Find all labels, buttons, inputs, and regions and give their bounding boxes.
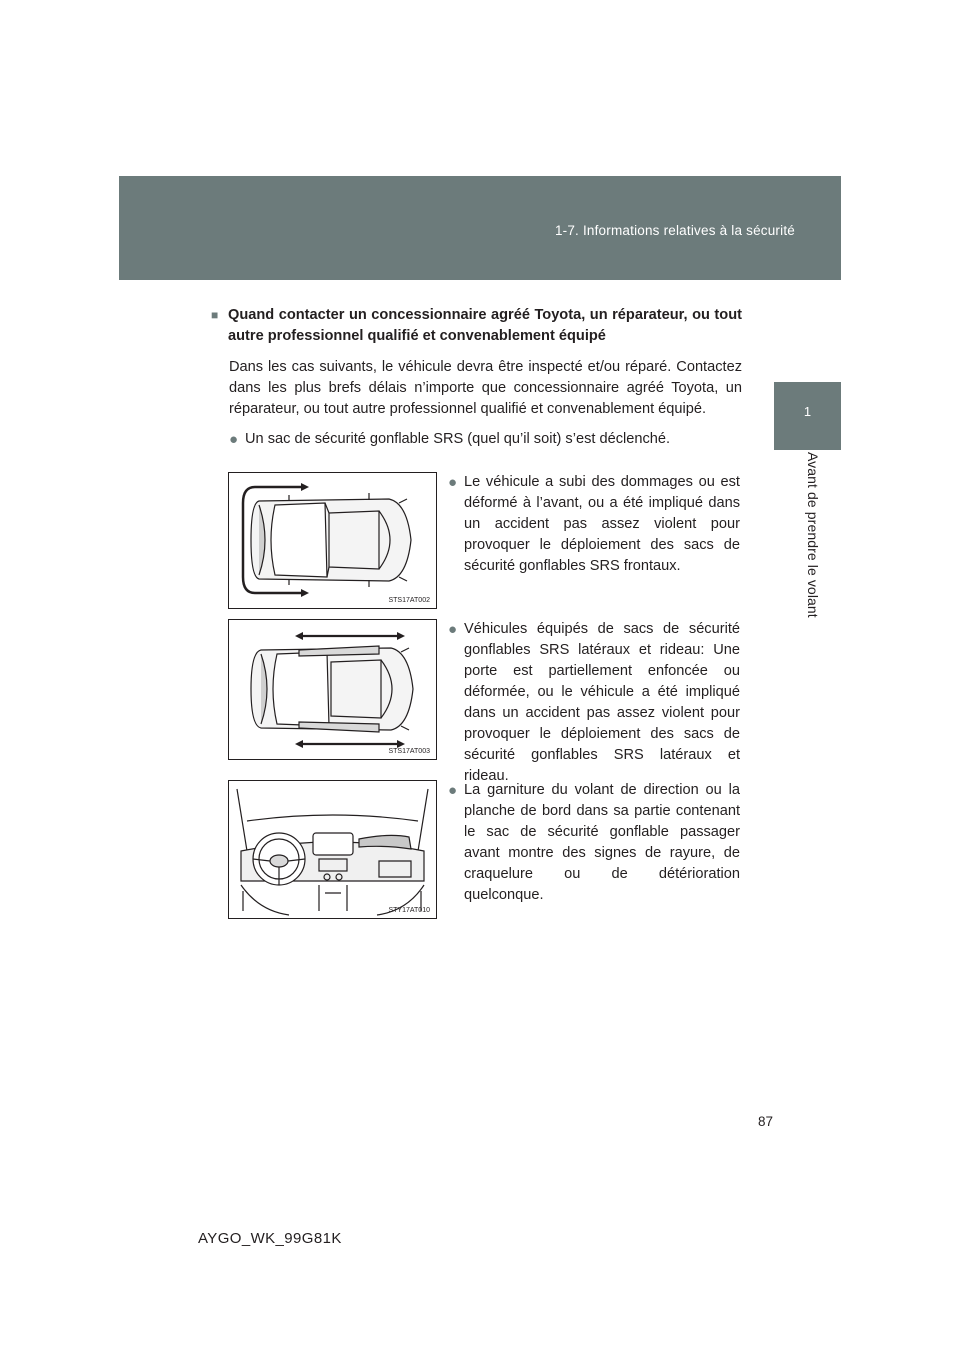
circle-bullet-icon: ● (448, 782, 458, 799)
square-bullet-icon: ■ (211, 308, 219, 322)
header-band (119, 176, 841, 280)
list-item (448, 780, 740, 906)
list-item-text: La garniture du volant de direction ou la planche de bord dans sa partie contenant le sac de sécurité gonflable passager avant montre des signes de rayure, de craquelure ou de détérioration quelconque. (464, 782, 740, 903)
circle-bullet-icon: ● (448, 474, 458, 491)
figure-code: STS17AT002 (388, 597, 430, 604)
section-heading-text: Quand contacter un concessionnaire agréé Toyota, un réparateur, ou tout autre professionnel qualifié et convenablement équipé (228, 307, 742, 344)
car-top-view-side-illustration (229, 620, 436, 759)
circle-bullet-icon: ● (448, 621, 458, 638)
chapter-tab (774, 382, 841, 450)
section-heading (211, 305, 742, 347)
intro-paragraph: Dans les cas suivants, le véhicule devra être inspecté et/ou réparé. Contactez dans les plus brefs délais n’importe que concessionnaire agréé Toyota, un réparateur, ou tout autre professionnel qualifié et convenablement équipé. (229, 359, 742, 417)
chapter-label: Avant de prendre le volant (805, 452, 821, 618)
front-damage-figure (228, 472, 437, 609)
dashboard-illustration (229, 781, 436, 918)
side-damage-figure (228, 619, 437, 760)
figure-code: STY17AT010 (388, 907, 430, 914)
page-number: 87 (758, 1114, 774, 1129)
dashboard-figure (228, 780, 437, 919)
list-item (448, 472, 740, 577)
figure-code: STS17AT003 (388, 748, 430, 755)
list-item-text: Véhicules équipés de sacs de sécurité gonflables SRS latéraux et rideau: Une porte est partiellement enfoncée ou déformée, ou le véhicule a été impliqué dans un accident pas assez violent pour provoquer le déploiement des sacs de sécurité gonflables SRS latéraux et rideau. (464, 621, 740, 784)
section-title: 1-7. Informations relatives à la sécurité (554, 223, 795, 238)
list-item (448, 619, 740, 787)
list-item-text: Un sac de sécurité gonflable SRS (quel qu’il soit) s’est déclenché. (245, 431, 671, 447)
main-content (211, 305, 742, 450)
car-top-view-front-illustration (229, 473, 436, 608)
list-item-text: Le véhicule a subi des dommages ou est déformé à l’avant, ou a été impliqué dans un accident pas assez violent pour provoquer le déploiement des sacs de sécurité gonflables SRS frontaux. (464, 474, 740, 574)
circle-bullet-icon: ● (229, 431, 239, 448)
chapter-number: 1 (803, 404, 812, 419)
document-code: AYGO_WK_99G81K (198, 1230, 342, 1247)
list-item (229, 429, 742, 450)
